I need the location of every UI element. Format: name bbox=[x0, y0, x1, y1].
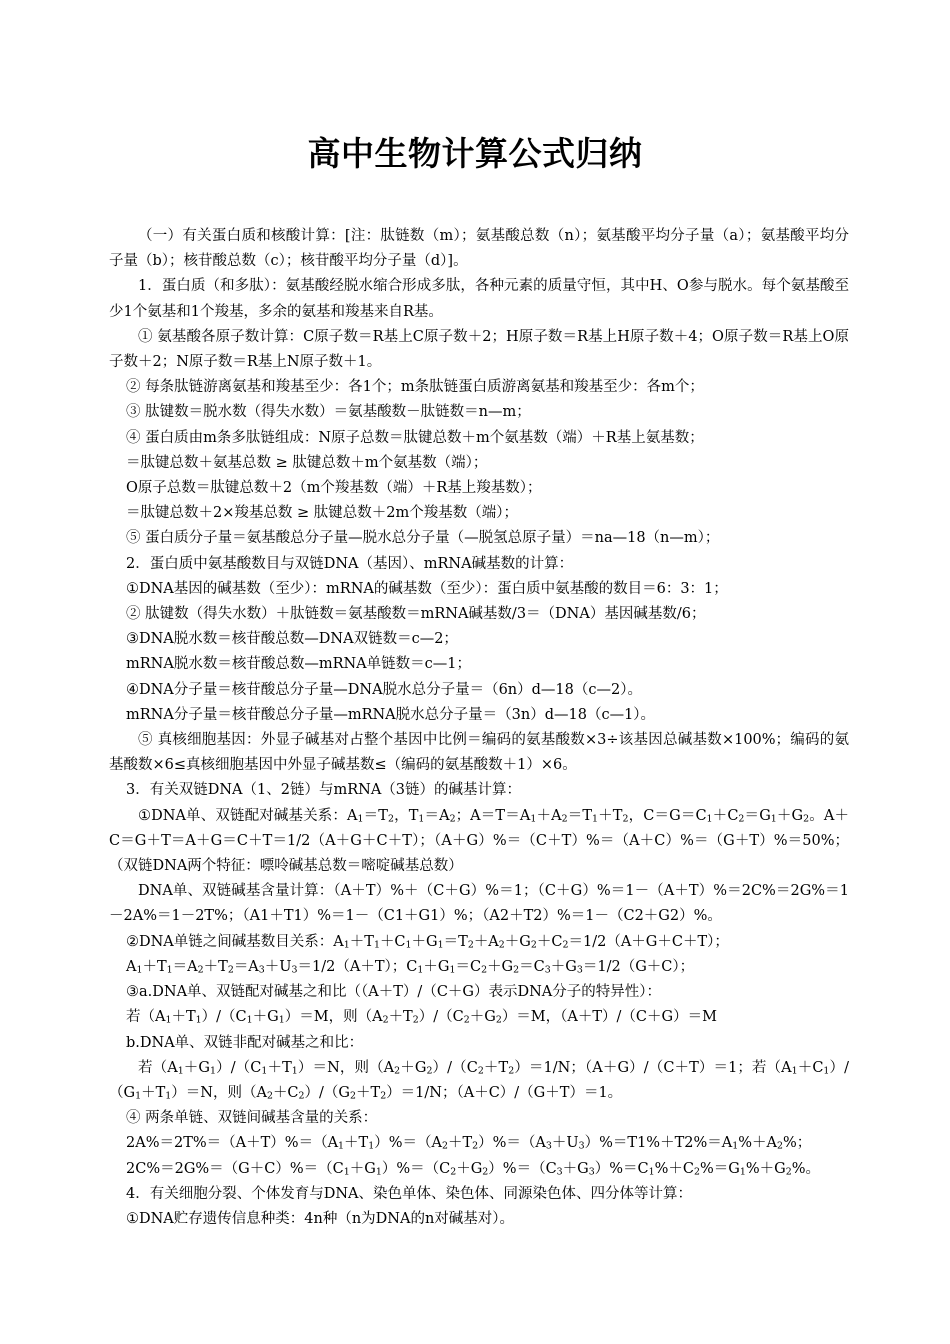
paragraph: ② 肽键数（得失水数）＋肽链数＝氨基酸数＝mRNA碱基数/3＝（DNA）基因碱基数/6； bbox=[126, 606, 706, 623]
paragraph: DNA单、双链碱基含量计算：（A＋T）%＋（C＋G）%＝1；（C＋G）%＝1－（A＋T）%＝2C%＝2G%＝1－2A%＝1－2T%；（A1＋T1）%＝1－（C1＋G1）%；（A2＋T2）%＝1－（C2＋G2）%。 bbox=[109, 883, 849, 925]
paragraph: ④ 蛋白质由m条多肽链组成：N原子总数＝肽键总数＋m个氨基数（端）＋R基上氨基数； bbox=[126, 429, 704, 446]
paragraph: （一）有关蛋白质和核酸计算：[注：肽链数（m）；氨基酸总数（n）；氨基酸平均分子量（a）；氨基酸平均分子量（b）；核苷酸总数（c）；核苷酸平均分子量（d）]。 bbox=[109, 228, 849, 270]
paragraph: ④ 两条单链、双链间碱基含量的关系： bbox=[126, 1110, 378, 1127]
paragraph: $A_1+T_1=A_2+T_2=A_3+U_3=1/2(A+T)$；$C_1+G_1=C_2+G_2=C_3+G_3=1/2(G+C)$； bbox=[126, 958, 695, 976]
document-body bbox=[109, 224, 849, 1232]
paragraph: ＝肽键总数＋2×羧基总数 ≥ 肽键总数＋2m个羧基数（端）； bbox=[126, 505, 518, 522]
paragraph: ③a.DNA单、双链配对碱基之和比（（A＋T）/（C＋G）表示DNA分子的特异性）： bbox=[126, 984, 662, 1001]
paragraph: mRNA脱水数＝核苷酸总数—mRNA单链数＝c—1； bbox=[126, 656, 471, 673]
paragraph: ①DNA单、双链配对碱基关系：$A_1=T_2$，$T_1=A_2$；$A=T=A_1+A_2=T_1+T_2$，$C=G=C_1+C_2=G_1+G_2$。A＋C＝G＋T＝A＋G＝C＋T＝1/2（A＋G＋C＋T）；（A＋G）%＝（C＋T）%＝（A＋C）%＝（G＋T）%＝50%；（双链DNA两个特征：嘌呤碱基总数＝嘧啶碱基总数） bbox=[109, 807, 850, 875]
paragraph: 3．有关双链DNA（1、2链）与mRNA（3链）的碱基计算： bbox=[126, 782, 522, 799]
paragraph: 2．蛋白质中氨基酸数目与双链DNA（基因）、mRNA碱基数的计算： bbox=[126, 555, 574, 572]
paragraph: ① 氨基酸各原子数计算：C原子数＝R基上C原子数＋2；H原子数＝R基上H原子数＋4；O原子数＝R基上O原子数＋2；N原子数＝R基上N原子数＋1。 bbox=[109, 328, 849, 371]
paragraph: O原子总数＝肽键总数＋2（m个羧基数（端）＋R基上羧基数）； bbox=[126, 480, 542, 497]
paragraph: 若$(A_1+T_1)/(C_1+G_1)=M$，则$(A_2+T_2)/(C_2+G_2)=M$，（A＋T）/（C＋G）＝M bbox=[126, 1009, 717, 1026]
paragraph: ①DNA基因的碱基数（至少）：mRNA的碱基数（至少）：蛋白质中氨基酸的数目＝6：3：1； bbox=[126, 580, 728, 597]
page-title: 高中生物计算公式归纳 bbox=[307, 134, 643, 173]
paragraph: ⑤ 蛋白质分子量＝氨基酸总分子量—脱水总分子量（—脱氢总原子量）＝na—18（n—m）； bbox=[126, 530, 720, 547]
paragraph: ③DNA脱水数＝核苷酸总数—DNA双链数＝c—2； bbox=[126, 631, 458, 648]
paragraph: 4．有关细胞分裂、个体发育与DNA、染色单体、染色体、同源染色体、四分体等计算： bbox=[126, 1185, 693, 1202]
paragraph: b.DNA单、双链非配对碱基之和比： bbox=[126, 1034, 364, 1051]
paragraph: ②DNA单链之间碱基数目关系：$A_1+T_1+C_1+G_1=T_2+A_2+G_2+C_2=1/2(A+G+C+T)$； bbox=[126, 933, 729, 951]
paragraph: $2C\%=2G\%=(G+C)\%=(C_1+G_1)\%=(C_2+G_2)\%=(C_3+G_3)\%=C_1\%+C_2\%=G_1\%+G_2\%$。 bbox=[126, 1160, 821, 1177]
paragraph: $2A\%=2T\%=(A+T)\%=(A_1+T_1)\%=(A_2+T_2)\%=(A_3+U_3)\%=T1\%+T2\%=A_1\%+A_2\%$； bbox=[126, 1135, 812, 1152]
paragraph: ⑤ 真核细胞基因：外显子碱基对占整个基因中比例＝编码的氨基酸数×3÷该基因总碱基数×100%；编码的氨基酸数×6≤真核细胞基因中外显子碱基数≤（编码的氨基酸数＋1）×6。 bbox=[109, 732, 849, 774]
paragraph: ② 每条肽链游离氨基和羧基至少：各1个；m条肽链蛋白质游离氨基和羧基至少：各m个； bbox=[126, 379, 704, 396]
paragraph: 若$(A_1+G_1)/(C_1+T_1)=N$，则$(A_2+G_2)/(C_2+T_2)=1/N$；（A＋G）/（C＋T）＝1；若$(A_1+C_1)/(G_1+T_1)=N$，则$(A_2+C_2)/(G_2+T_2)=1/N$；（A＋C）/（G＋T）＝1。 bbox=[109, 1059, 850, 1102]
paragraph: ＝肽键总数＋氨基总数 ≥ 肽键总数＋m个氨基数（端）； bbox=[126, 454, 488, 471]
paragraph: ④DNA分子量＝核苷酸总分子量—DNA脱水总分子量＝（6n）d—18（c—2）。 bbox=[126, 681, 642, 698]
paragraph: ①DNA贮存遗传信息种类：4n种（n为DNA的n对碱基对）。 bbox=[126, 1210, 515, 1227]
paragraph: 1．蛋白质（和多肽）：氨基酸经脱水缩合形成多肽，各种元素的质量守恒，其中H、O参与脱水。每个氨基酸至少1个氨基和1个羧基，多余的氨基和羧基来自R基。 bbox=[109, 278, 849, 320]
paragraph: mRNA分子量＝核苷酸总分子量—mRNA脱水总分子量＝（3n）d—18（c—1）。 bbox=[126, 706, 656, 723]
paragraph: ③ 肽键数＝脱水数（得失水数）＝氨基酸数－肽链数＝n—m； bbox=[126, 404, 531, 421]
